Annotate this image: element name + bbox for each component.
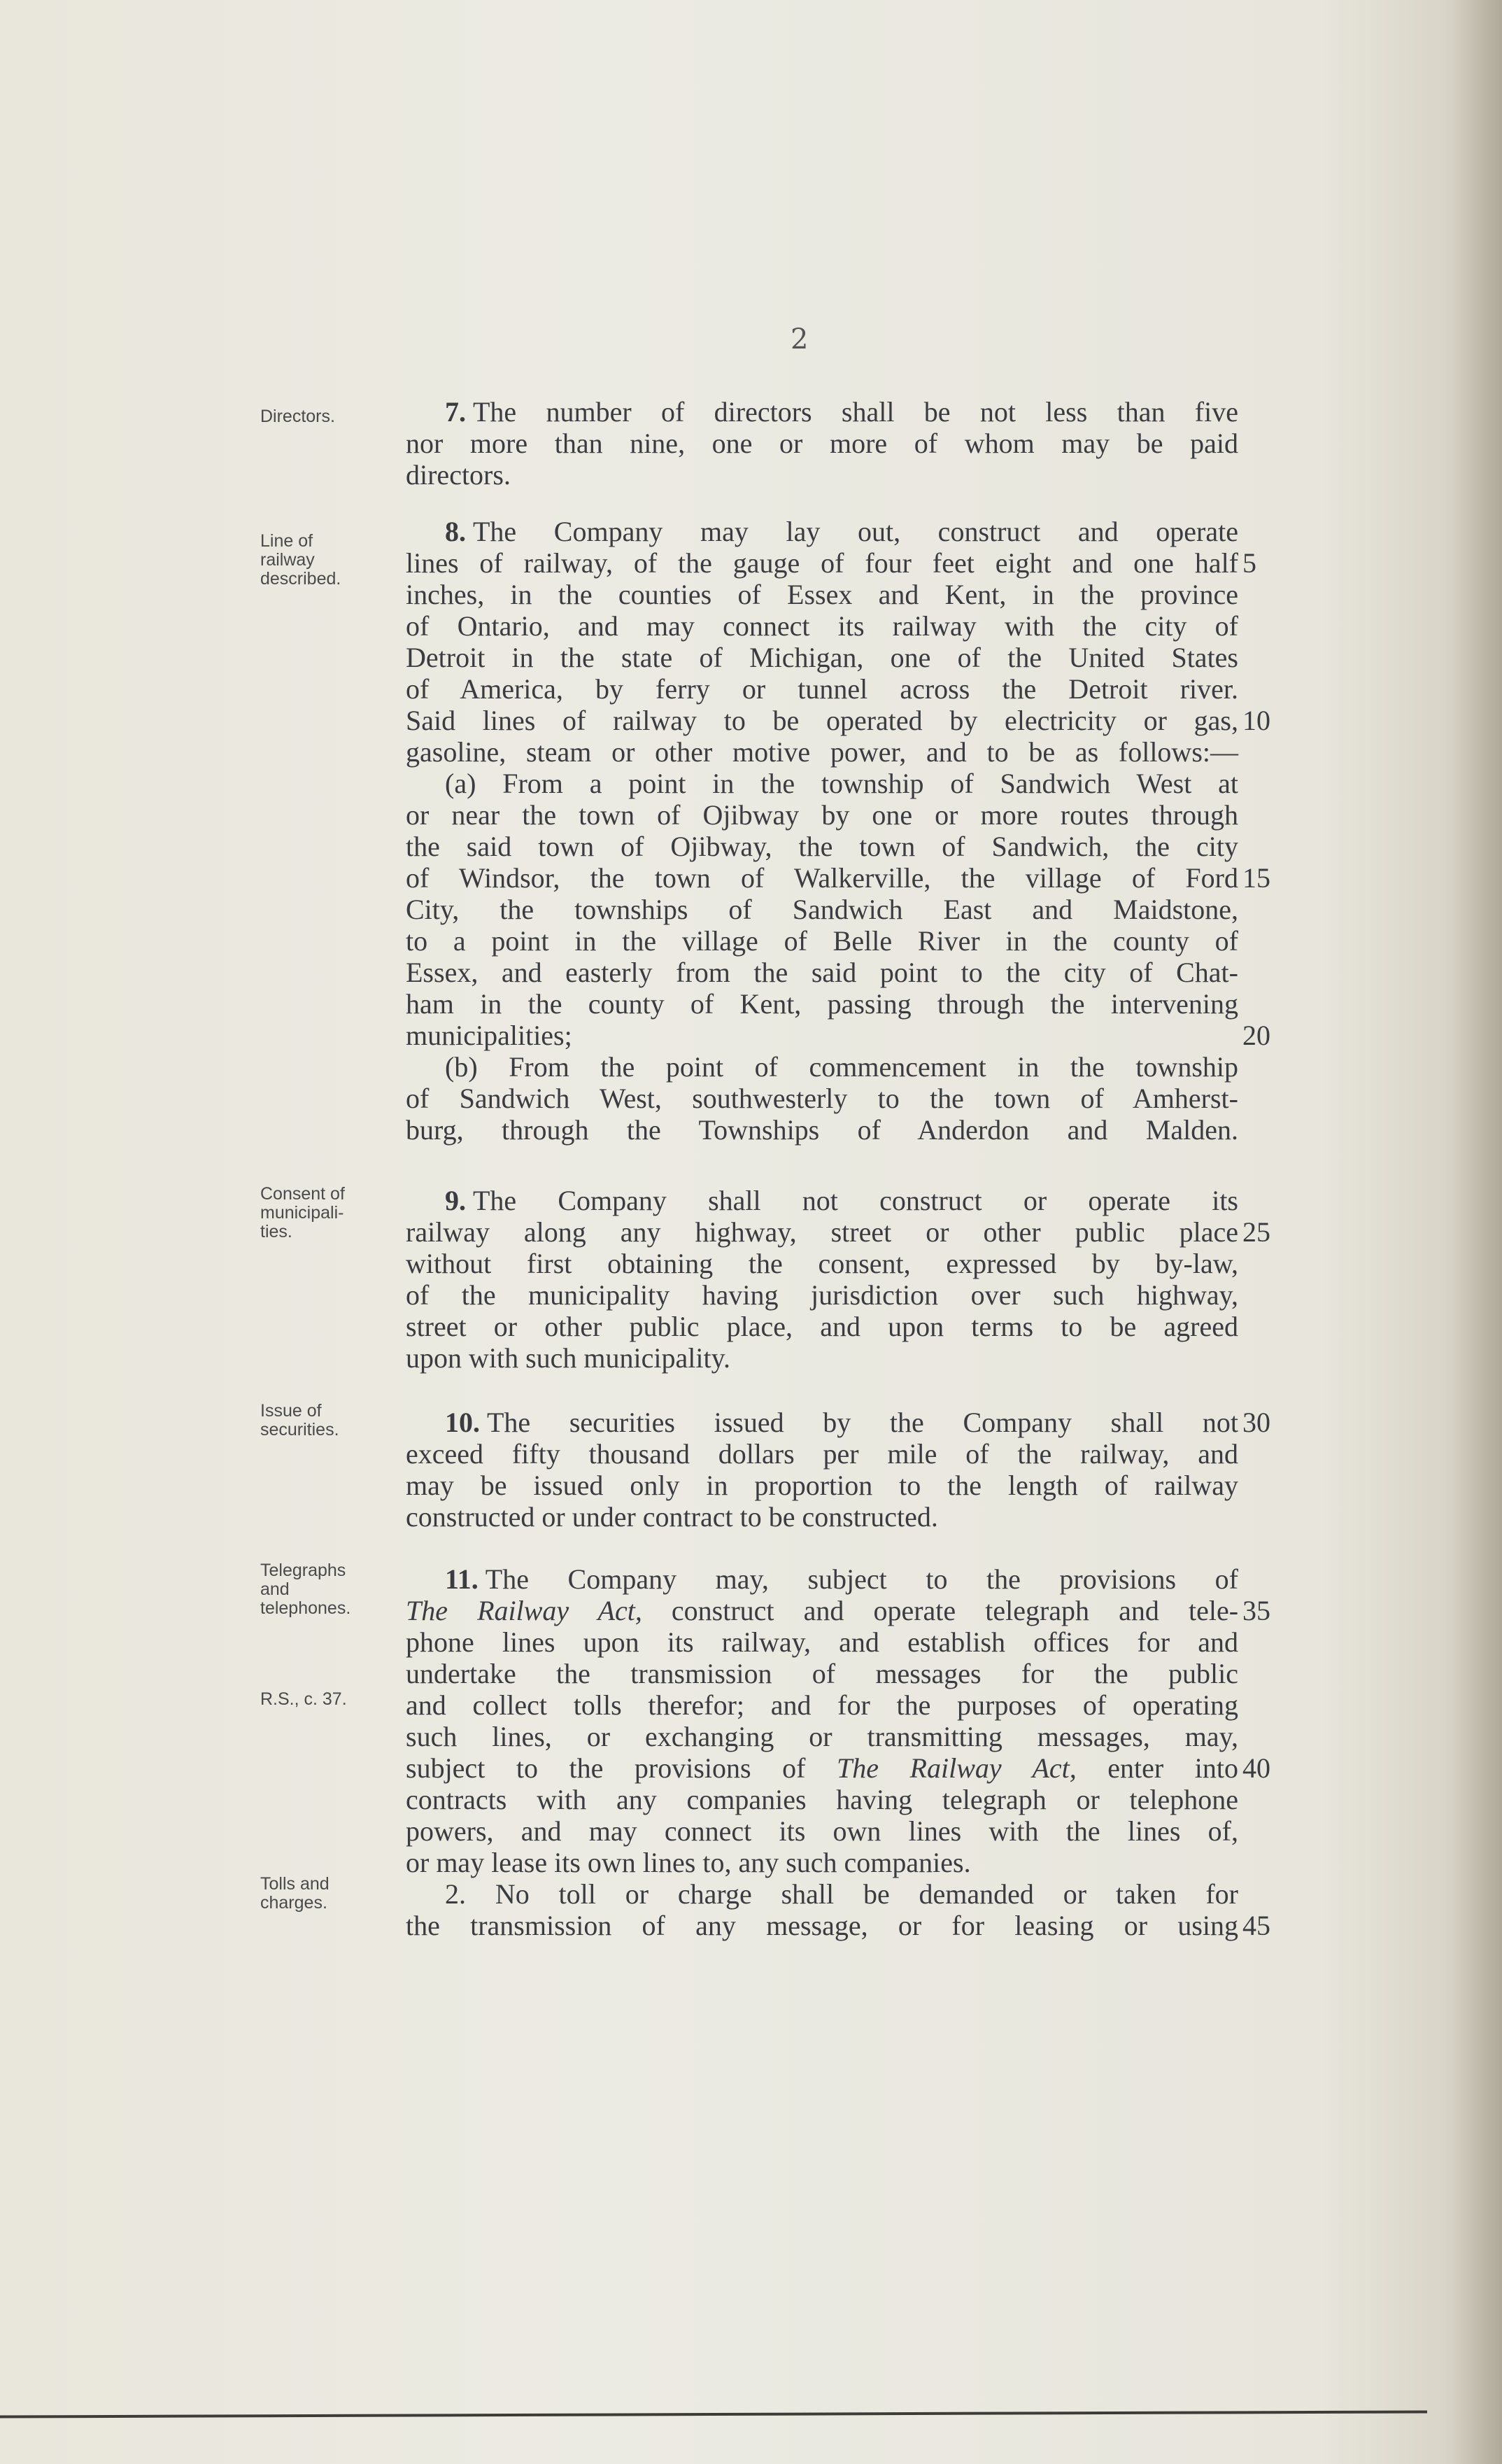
text-line: 8. The Company may lay out, construct and operate	[445, 516, 1238, 547]
text-line: railway along any highway, street or other public place	[406, 1216, 1238, 1248]
text-line: Essex, and easterly from the said point to the city of Chat-	[406, 957, 1238, 988]
text-line: directors.	[406, 459, 511, 491]
margin-note-directors: Directors.	[260, 407, 335, 426]
margin-note-consent: Consent of municipali- ties.	[260, 1184, 345, 1241]
margin-note-issue-securities: Issue of securities.	[260, 1401, 339, 1439]
margin-note-tolls: Tolls and charges.	[260, 1874, 330, 1913]
text-line: street or other public place, and upon terms to be agreed	[406, 1311, 1238, 1342]
section-number: 11.	[445, 1563, 479, 1595]
text-line: The Railway Act, construct and operate telegraph and tele-	[406, 1595, 1239, 1626]
text-line: or near the town of Ojibway by one or more routes through	[406, 799, 1238, 831]
text-line: the transmission of any message, or for leasing or using	[406, 1910, 1238, 1941]
text-line: 10. The securities issued by the Company shall not	[445, 1407, 1238, 1438]
line-number: 15	[1242, 862, 1270, 894]
text-line: exceed fifty thousand dollars per mile of the railway, and	[406, 1438, 1238, 1470]
line-number: 5	[1242, 547, 1256, 579]
text-line: municipalities;	[406, 1020, 572, 1051]
text-line: of Windsor, the town of Walkerville, the village of Ford	[406, 862, 1238, 894]
margin-note-rs-reference: R.S., c. 37.	[260, 1689, 347, 1709]
text-line: upon with such municipality.	[406, 1342, 731, 1374]
text-line: to a point in the village of Belle River in the county of	[406, 925, 1238, 957]
text-line: burg, through the Townships of Anderdon and Malden.	[406, 1114, 1238, 1146]
text-line: undertake the transmission of messages for the public	[406, 1658, 1238, 1689]
page-number: 2	[791, 323, 809, 355]
section-number: 10.	[445, 1407, 480, 1438]
text-line: such lines, or exchanging or transmitting messages, may,	[406, 1721, 1238, 1752]
text-line: inches, in the counties of Essex and Kent, in the province	[406, 579, 1238, 610]
section-number: 9.	[445, 1185, 466, 1216]
margin-note-telegraphs: Telegraphs and telephones.	[260, 1561, 351, 1618]
section-9	[406, 1185, 1238, 1374]
text-line: subject to the provisions of The Railway Act, enter into	[406, 1752, 1239, 1784]
line-number: 20	[1242, 1020, 1270, 1051]
text-line: phone lines upon its railway, and establish offices for and	[406, 1626, 1238, 1658]
text-line: constructed or under contract to be constructed.	[406, 1501, 938, 1533]
text-line: 9. The Company shall not construct or operate its	[445, 1185, 1238, 1216]
text-line: of the municipality having jurisdiction over such highway,	[406, 1279, 1238, 1311]
section-number: 7.	[445, 396, 466, 428]
text-line: 2. No toll or charge shall be demanded or taken for	[445, 1878, 1238, 1910]
line-number: 10	[1242, 705, 1270, 736]
section-11	[406, 1563, 1238, 1941]
text-line: or may lease its own lines to, any such companies.	[406, 1847, 971, 1878]
page-edge-shadow	[1453, 0, 1502, 2464]
bottom-rule	[0, 2410, 1427, 2418]
text-line: 11. The Company may, subject to the provisions of	[445, 1563, 1238, 1595]
text-line: (a) From a point in the township of Sandwich West at	[445, 768, 1238, 799]
text-line: of Ontario, and may connect its railway with the city of	[406, 610, 1238, 642]
text-line: of America, by ferry or tunnel across the Detroit river.	[406, 673, 1238, 705]
text-line: lines of railway, of the gauge of four feet eight and one half	[406, 547, 1238, 579]
line-number: 25	[1242, 1216, 1270, 1248]
text-line: 7. The number of directors shall be not less than five	[445, 396, 1238, 428]
text-line: (b) From the point of commencement in the township	[445, 1051, 1238, 1083]
text-line: contracts with any companies having telegraph or telephone	[406, 1784, 1238, 1815]
text-line: the said town of Ojibway, the town of Sandwich, the city	[406, 831, 1238, 862]
text-line: without first obtaining the consent, expressed by by-law,	[406, 1248, 1238, 1279]
margin-note-line-of-railway: Line of railway described.	[260, 531, 341, 589]
section-10	[406, 1407, 1238, 1533]
text-line: powers, and may connect its own lines with the lines of,	[406, 1815, 1238, 1847]
text-line: gasoline, steam or other motive power, and to be as follows:—	[406, 736, 1238, 768]
line-number: 40	[1242, 1752, 1270, 1784]
line-number: 45	[1242, 1910, 1270, 1941]
text-line: and collect tolls therefor; and for the purposes of operating	[406, 1689, 1238, 1721]
text-line: of Sandwich West, southwesterly to the town of Amherst-	[406, 1083, 1238, 1114]
text-line: may be issued only in proportion to the length of railway	[406, 1470, 1238, 1501]
line-number: 30	[1242, 1407, 1270, 1438]
text-line: ham in the county of Kent, passing through the intervening	[406, 988, 1238, 1020]
line-number: 35	[1242, 1595, 1270, 1626]
text-line: Said lines of railway to be operated by electricity or gas,	[406, 705, 1238, 736]
text-line: City, the townships of Sandwich East and Maidstone,	[406, 894, 1238, 925]
section-number: 8.	[445, 516, 466, 547]
section-8	[406, 516, 1238, 1146]
text-line: nor more than nine, one or more of whom may be paid	[406, 428, 1238, 459]
section-7	[406, 396, 1238, 491]
text-line: Detroit in the state of Michigan, one of the United States	[406, 642, 1238, 673]
